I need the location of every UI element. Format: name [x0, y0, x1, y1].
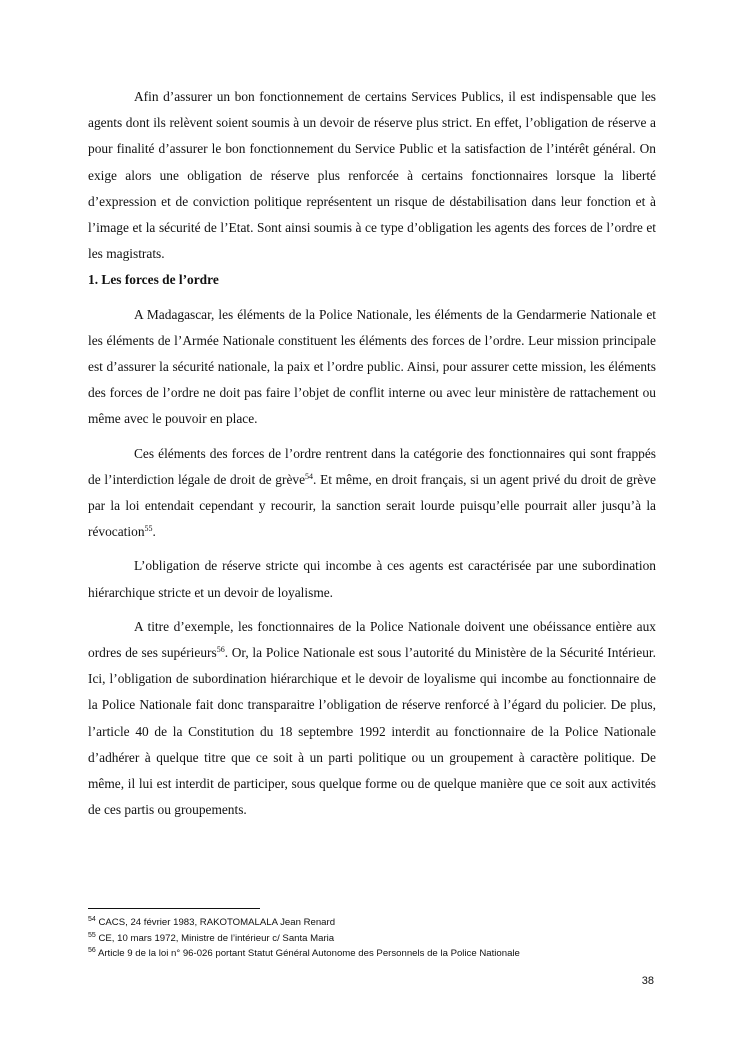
footnote-ref-55[interactable]: 55: [144, 524, 153, 534]
paragraph-4-text-a: A titre d’exemple, les fonctionnaires de la Police Nationale doivent une obéissance entière aux ordres de ses supérieurs: [88, 618, 656, 661]
footnote-ref-56[interactable]: 56: [216, 645, 225, 655]
footnote-number: 54: [88, 916, 96, 923]
section-heading: 1. Les forces de l’ordre: [88, 272, 219, 288]
paragraph-3: L’obligation de réserve stricte qui incombe à ces agents est caractérisée par une subordination hiérarchique stricte et un devoir de loyalisme.: [88, 558, 656, 600]
page-number: 38: [641, 975, 654, 987]
intro-paragraph: Afin d’assurer un bon fonctionnement de certains Services Publics, il est indispensable que les agents dont ils relèvent soient soumis à un devoir de réserve plus strict. En effet, l’obligation de réserve a pour finalité d’assurer le bon fonctionnement du Service Public et la satisfaction de l’intérêt général. On exige alors une obligation de réserve plus renforcée à certains fonctionnaires lorsque la liberté d’expression et de conviction politique représentent un risque de déstabilisation dans leur fonction et à l’image et la sécurité de l’Etat. Sont ainsi soumis à ce type d’obligation les agents des forces de l’ordre et les magistrats.: [88, 89, 656, 262]
page-body: [88, 84, 656, 823]
paragraph-4: [88, 614, 656, 824]
paragraph-2-text-a: Ces éléments des forces de l’ordre rentrent dans la catégorie des fonctionnaires qui sont frappés de l’interdiction légale de droit de grève: [88, 445, 656, 487]
paragraph-2-text-b: . Et même, en droit français, si un agent privé du droit de grève par la loi entendait cependant y recourir, la sanction serait lourde puisqu’elle pourrait aller jusqu’à la révocation: [88, 471, 657, 540]
footnotes: [88, 915, 668, 962]
footnote-number: 55: [88, 931, 96, 939]
paragraph-2-text-c: .: [152, 524, 156, 540]
footnote-text: Article 9 de la loi n° 96-026 portant Statut Général Autonome des Personnels de la Police Nationale: [97, 948, 520, 959]
paragraph-2: [88, 441, 656, 546]
footnote-54: [88, 915, 668, 931]
footnote-number: 56: [88, 947, 96, 954]
footnote-56: [88, 946, 668, 962]
footnote-55: [88, 931, 668, 947]
footnote-text: CE, 10 mars 1972, Ministre de l’intérieur c/ Santa Maria: [98, 932, 335, 944]
paragraph-4-text-b: . Or, la Police Nationale est sous l’autorité du Ministère de la Sécurité Intérieur. Ici, l’obligation de subordination hiérarchique et le devoir de loyalisme qui incombe au fonctionnaire de la Police Nationale fait donc transparaitre l’obligation de réserve renforcé à l’égard du policier. De plus, l’article 40 de la Constitution du 18 septembre 1992 interdit au fonctionnaire de la Police Nationale d’adhérer à quelque titre que ce soit à un parti politique ou un groupement à caractère politique. De même, il lui est interdit de participer, sous quelque forme ou de quelque manière que ce soit aux activités de ces partis ou groupements.: [88, 645, 656, 818]
paragraph-1: A Madagascar, les éléments de la Police Nationale, les éléments de la Gendarmerie Nationale et les éléments de l’Armée Nationale constituent les éléments des forces de l’ordre. Leur mission principale est d’assurer la sécurité nationale, la paix et l’ordre public. Ainsi, pour assurer cette mission, les éléments des forces de l’ordre ne doit pas faire l’objet de conflit interne ou avec leur ministère de rattachement ou même avec le pouvoir en place.: [88, 306, 656, 427]
footnote-text: CACS, 24 février 1983, RAKOTOMALALA Jean Renard: [98, 917, 336, 928]
footnote-ref-54[interactable]: 54: [305, 471, 314, 481]
footnote-divider: [88, 908, 260, 909]
